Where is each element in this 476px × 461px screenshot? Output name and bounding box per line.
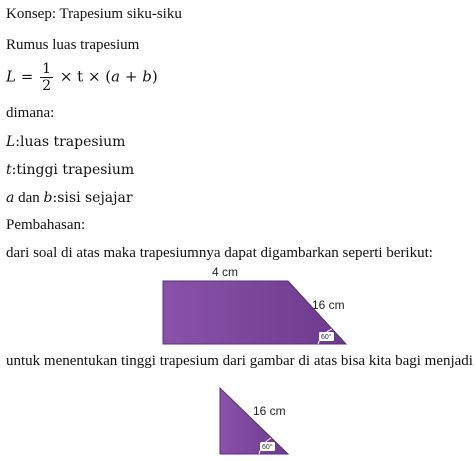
definition-colon: : xyxy=(11,162,17,178)
definition-symbol-b: b xyxy=(43,190,53,206)
definition-text: tinggi trapesium xyxy=(16,162,135,178)
formula-open-paren: ( xyxy=(105,67,112,86)
triangle-figure xyxy=(217,385,292,458)
definition-and: dan xyxy=(14,190,44,206)
definition-text: luas trapesium xyxy=(20,134,126,150)
formula-equals: = xyxy=(20,67,34,86)
trapezoid-slant-label: 16 cm xyxy=(312,298,345,312)
sentence-trapezoid-intro: dari soal di atas maka trapesiumnya dapat digambarkan seperti berikut: xyxy=(6,245,433,261)
trapezoid-shape xyxy=(163,281,346,344)
definition-l xyxy=(6,134,125,150)
triangle-shape xyxy=(220,388,288,454)
where-label: dimana: xyxy=(6,105,55,121)
fraction-numerator: 1 xyxy=(42,61,52,77)
definition-symbol-a: a xyxy=(6,190,15,206)
formula-fraction xyxy=(40,62,53,93)
formula-times-t: × t × xyxy=(59,67,101,86)
definition-colon: : xyxy=(52,190,58,206)
formula-close-paren: ) xyxy=(151,67,158,86)
trapezoid-angle-label: 60° xyxy=(321,334,332,341)
formula-plus: + xyxy=(124,67,138,86)
formula-title: Rumus luas trapesium xyxy=(6,37,140,53)
trapezoid-figure xyxy=(160,278,350,348)
formula-symbol-b: b xyxy=(142,67,152,86)
fraction-denominator: 2 xyxy=(42,78,52,94)
concept-text: Konsep: Trapesium siku-siku xyxy=(6,6,182,22)
definition-symbol: L xyxy=(6,134,16,150)
definition-text: sisi sejajar xyxy=(57,190,133,206)
sentence-split-intro: untuk menentukan tinggi trapesium dari gambar di atas bisa kita bagi menjadi xyxy=(6,353,473,369)
definition-ab xyxy=(6,190,133,207)
definition-colon: : xyxy=(15,134,21,150)
trapezoid-top-label: 4 cm xyxy=(212,265,239,279)
area-formula xyxy=(6,62,158,93)
triangle-slant-label: 16 cm xyxy=(253,404,286,418)
definition-symbol: t xyxy=(6,162,12,178)
formula-symbol-a: a xyxy=(111,67,121,86)
definition-t xyxy=(6,162,134,178)
triangle-angle-label: 60° xyxy=(262,444,273,451)
discussion-label: Pembahasan: xyxy=(6,217,86,233)
formula-symbol-l: L xyxy=(6,67,16,86)
